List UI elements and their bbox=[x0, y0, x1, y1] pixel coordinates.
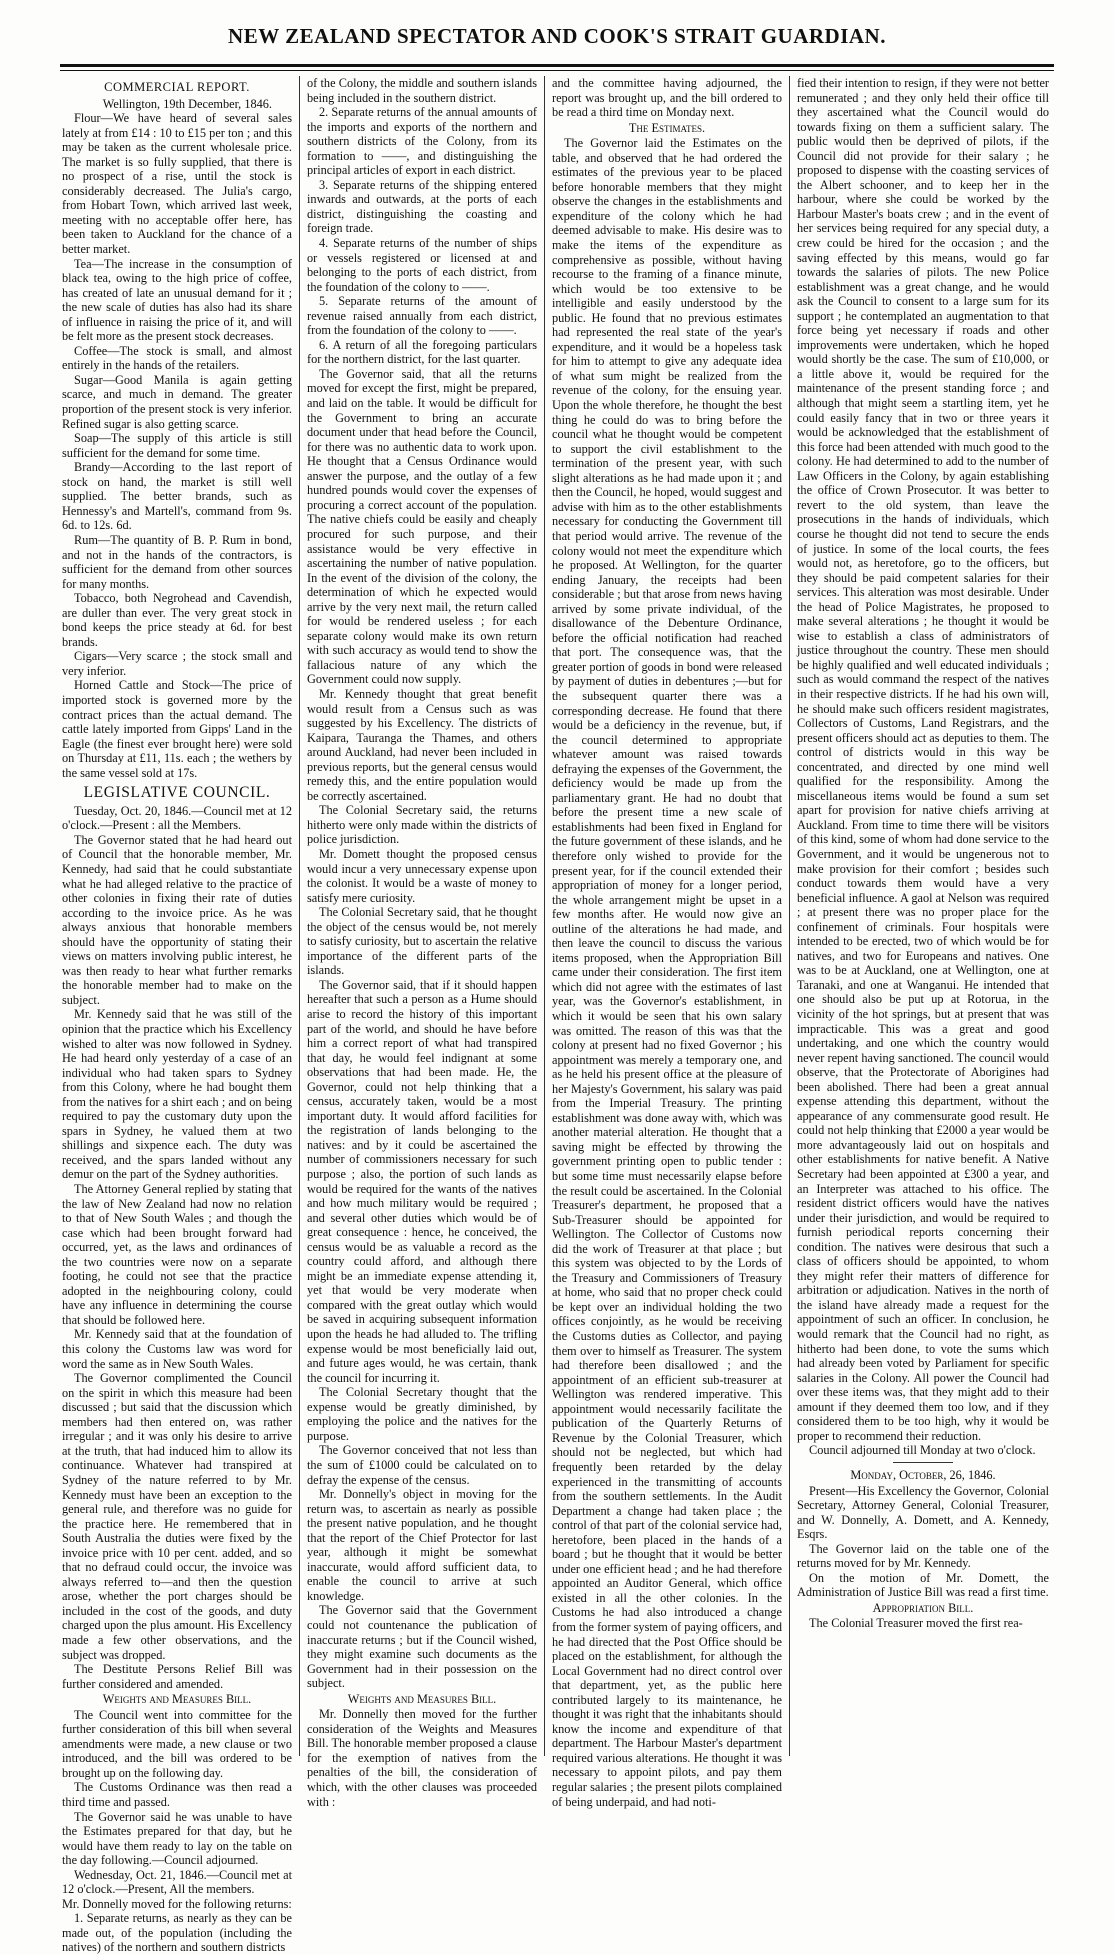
council-paragraph: The Attorney General replied by stating that the law of New Zealand had now no relation to that of New South Wales ; and though the case which had been brought forward had occurred, yet, as the laws and ordinances of the two countries were now on a separate footing, he could not see that the practice adopted in the neighbouring colony, could have any influence in determining the course that should be followed here. bbox=[62, 1182, 292, 1327]
council-paragraph: The Governor laid the Estimates on the table, and observed that he had ordered the estimates of the previous year to be placed before honorable members that they might observe the changes in the establishments and expenditure of the colony which he had deemed advisable to make. His desire was to make the items of the expenditure as comprehensive as possible, without having recourse to the framing of a finance minute, which would be too extensive to be intelligible and easily understood by the public. He found that no previous estimates had represented the real state of the year's expenditure, and it would be a hopeless task for him to attempt to give any adequate idea of what sum might be realized from the revenue of the colony, for the ensuing year. Upon the whole therefore, he thought the best thing he could do was to bring before the council what he thought would be competent to support the civil establishment to the termination of the present year, with such slight alterations as he had made upon it ; and then the Council, he hoped, would suggest and advise with him as to the other establishments necessary for conducting the Government till that period would arrive. The revenue of the colony would not meet the expenditure which he proposed. At Wellington, for the quarter ending January, the receipts had been considerable ; but that arose from news having arrived by some private individual, of the disallowance of the Debenture Ordinance, before the official notification had reached that port. The consequence was, that the greater portion of goods in bond were released by payment of duties in debentures ;—but for the subsequent quarter there was a corresponding decrease. He found that there would be a deficiency in the revenue, but, if the council determined to appropriate whatever amount was raised towards defraying the expenses of the Government, the deficiency would be made up from the parliamentary grant. He had no doubt that before the present time a new scale of establishments had been fixed in England for the future government of these islands, and he therefore only wished to provide for the present year, for if the council extended their appropriation of money for a longer period, the whole arrangement might be upset in a few months after. He would now give an outline of the alterations he had made, and then leave the council to discuss the various items proposed, when the Appropriation Bill came under their consideration. The first item which did not agree with the estimates of last year, was the Governor's establishment, in which it would be seen that his own salary was omitted. The reason of this was that the colony at present had no fixed Governor ; his appointment was merely a temporary one, and as he held his present office at the pleasure of her Majesty's Government, his salary was paid from the Imperial Treasury. The printing establishment was done away with, which was another material alteration. He thought that a saving might be effected by throwing the government printing open to public tender : but some time must necessarily elapse before the result could be ascertained. In the Colonial Treasurer's department, he proposed that a Sub-Treasurer should be appointed for Wellington. The Collector of Customs now did the work of Treasurer at that place ; but this system was objected to by the Lords of the Treasury and Commissioners of Treasury at home, who said that no proper check could be kept over an individual holding the two offices conjointly, as he would be receiving the Customs duties as Collector, and paying them over to himself as Treasurer. The system had therefore been disallowed ; and the appointment of an efficient sub-treasurer at Wellington was rendered imperative. This appointment would necessarily facilitate the publication of the Quarterly Returns of Revenue by the Colonial Treasurer, which should not be neglected, but which had frequently been retarded by the delay experienced in the transmitting of accounts from the southern settlements. In the Audit Department a change had taken place ; the control of that part of the colonial service had, heretofore, been placed in the hands of a board ; but he thought that it would be better under one efficient head ; and he had therefore appointed an Auditor General, which office existed in all the other colonies. In the Customs he had also introduced a change from the former system of paying officers, and he had directed that the Post Office should be placed on the establishment, for although the Local Government had no direct control over that department, yet, as the public here contributed largely to its maintenance, he thought it was right that the inhabitants should know the income and expenditure of that department. The Harbour Master's department required various alterations. He thought it was necessary to appoint pilots, and pay them regular salaries ; the present pilots complained of being underpaid, and had noti- bbox=[552, 136, 782, 1809]
council-paragraph: On the motion of Mr. Domett, the Administration of Justice Bill was read a first time. bbox=[797, 1570, 1049, 1600]
column-2 bbox=[307, 76, 537, 1809]
council-paragraph: The Governor said, that all the returns moved for except the first, might be prepared, and laid on the table. It would be difficult for the Government to bring an accurate document under that head before the Council, for there was no authentic data to work upon. He thought that a Census Ordinance would answer the purpose, and the outlay of a few hundred pounds would cover the expenses of procuring a correct account of the population. The native chiefs could be easily and cheaply procured for such purpose, and their assistance would be very effective in ascertaining the number of native population. In the event of the division of the colony, the determination of which he expected would arrive by the very next mail, the return called for would be rendered useless ; for each separate colony would make its own return with such accuracy as would tend to show the fallacious nature of any which the Government could now supply. bbox=[307, 366, 537, 687]
council-paragraph: The Colonial Secretary thought that the expense would be greatly diminished, by employing the police and the natives for the purpose. bbox=[307, 1385, 537, 1443]
council-paragraph: Tuesday, Oct. 20, 1846.—Council met at 12 o'clock.—Present : all the Members. bbox=[62, 803, 292, 833]
newspaper-title: NEW ZEALAND SPECTATOR AND COOK'S STRAIT GUARDIAN. bbox=[228, 24, 886, 48]
council-paragraph: The Colonial Secretary said, that he thought the object of the census would be, not merely to satisfy curiosity, but to ascertain the relative importance of the different parts of the islands. bbox=[307, 905, 537, 978]
council-paragraph: The Governor stated that he had heard out of Council that the honorable member, Mr. Kennedy, had said that he could substantiate what he had alleged relative to the practice of other colonies in fixing their rate of duties according to the invoice price. As he was always anxious that honorable members should have the opportunity of stating their views on matters involving public interest, he was then ready to hear what further remarks the honorable member had to make on the subject. bbox=[62, 832, 292, 1007]
commercial-paragraph: Soap—The supply of this article is still sufficient for the demand for some time. bbox=[62, 431, 292, 460]
council-paragraph: fied their intention to resign, if they were not better remunerated ; and they only held their office till they ascertained what the Council would do towards fixing on them a sufficient salary. The public would then be deprived of pilots, if the Council did not provide for their salary ; he proposed to dispense with the coasting services of the Albert schooner, and to keep her in the harbour, where she could be worked by the Harbour Master's boats crew ; and in the event of her services being required for any special duty, a crew could be hired for the occasion ; and the saving effected by this means, would go far towards the salaries of pilots. The new Police establishment was a great change, and he would ask the Council to consent to a large sum for its support ; he contemplated an augmentation to that force being yet necessary if roads and other improvements were undertaken, which he hoped would shortly be the case. The sum of £10,000, or a little above it, would be required for the maintenance of the present standing force ; and although that might seem a startling item, yet he could easily fancy that in two or three years it would be acknowledged that the establishment of this force had been attended with much good to the colony. He had determined to add to the number of Law Officers in the Colony, by again establishing the office of Crown Prosecutor. It was better to revert to the old system, than leave the prosecutions in the hands of individuals, which course he thought did not tend to secure the ends of justice. In some of the local courts, the fees would not, as heretofore, go to the officers, but they should be paid competent salaries for their services. This alteration was most desirable. Under the head of Police Magistrates, he proposed to make several alterations ; he thought it would be wise to establish a class of administrators of justice throughout the country. These men should be highly qualified and well educated individuals ; such as would command the respect of the natives in their respective districts. If he had his own will, he should make such officers resident magistrates, Collectors of Customs, Land Registrars, and the present officers should act as deputies to them. The control of districts would in this way be concentrated, and directed by one mind well qualified for the responsibility. Among the miscellaneous items would be found a sum set apart for provision for native chiefs arriving at Auckland. From time to time there will be visitors of this kind, some of whom had done service to the Government, and it would be ungenerous not to make provision for their comfort ; besides such conduct towards them would have a very beneficial influence. A gaol at Nelson was required ; at present there was no proper place for the confinement of criminals. Four hospitals were intended to be erected, two of which would be for natives, and two for Europeans and natives. One was to be at Auckland, one at Wellington, one at Taranaki, and one at Wanganui. He intended that one should also be put up at Rotorua, in the vicinity of the hot springs, but at present that was impracticable. This was a great and good undertaking, and one which the country would never repent having sanctioned. The council would observe, that the Protectorate of Aborigines had been abolished. There had been a great annual expense attending this department, without the appearance of any commensurate good result. He could not help thinking that £2000 a year would be more advantageously laid out on hospitals and other establishments for native benefit. A Native Secretary had been appointed at £300 a year, and an Interpreter was attached to his office. The resident district officers would have the natives under their jurisdiction, and would be required to furnish periodical reports concerning their condition. The natives were desirous that such a class of officers should be appointed, to whom they might refer their matters of difference for arbitration or adjudication. Natives in the north of the island have already made a request for the appointment of such an officer. In conclusion, he would remark that the Council had no right, as hitherto had been done, to vote the sums which had already been voted by Parliament for specific salaries in the Colony. All power the Council had over these items was, that they might add to their amount if they deemed them too low, and if they considered them to be too high, why it would be proper to recommend their reduction. bbox=[797, 76, 1050, 1443]
monday-heading: Monday, October, 26, 1846. bbox=[850, 1467, 996, 1482]
council-paragraph: 6. A return of all the foregoing particulars for the northern district, for the last quarter. bbox=[307, 337, 537, 367]
council-paragraph: Mr. Donnelly moved for the following returns: bbox=[62, 1896, 292, 1911]
commercial-paragraph: Horned Cattle and Stock—The price of imported stock is governed more by the contract prices than the actual demand. The cattle lately imported from Gipps' Land in the Eagle (the finest ever brought here) were sold on Thursday at £11, 11s. each ; the wethers by the same vessel sold at 17s. bbox=[62, 678, 292, 780]
column-3 bbox=[552, 76, 782, 1809]
council-paragraph: The Governor said that the Government could not countenance the publication of inaccurate returns ; but if the Council wished, they might examine such documents as the Government had in their possession on the subject. bbox=[307, 1603, 537, 1691]
council-paragraph: The Customs Ordinance was then read a third time and passed. bbox=[62, 1780, 292, 1809]
council-paragraph: Mr. Donnelly then moved for the further consideration of the Weights and Measures Bill. The honorable member proposed a clause for the exemption of natives from the penalties of the bill, the consideration of which, with the other clauses was proceeded with : bbox=[307, 1707, 537, 1809]
council-paragraph: Mr. Kennedy said that at the foundation of this colony the Customs law was word for word the same as in New South Wales. bbox=[62, 1327, 292, 1371]
council-paragraph: 3. Separate returns of the shipping entered inwards and outwards, at the ports of each district, distinguishing the coasting and foreign trade. bbox=[307, 177, 537, 236]
commercial-report-heading: COMMERCIAL REPORT. bbox=[104, 80, 250, 94]
council-paragraph: The Governor conceived that not less than the sum of £1000 could be calculated on to defray the expense of the census. bbox=[307, 1443, 537, 1487]
council-paragraph: The Governor said he was unable to have the Estimates prepared for that day, but he would have them ready to lay on the table on the day following.—Council adjourned. bbox=[62, 1809, 292, 1868]
council-paragraph: Present—His Excellency the Governor, Colonial Secretary, Attorney General, Colonial Treasurer, and W. Donnelly, A. Domett, and A. Kennedy, Esqrs. bbox=[797, 1483, 1049, 1542]
council-paragraph: The Colonial Secretary said, the returns hitherto were only made within the districts of police jurisdiction. bbox=[307, 803, 537, 847]
council-paragraph: The Governor laid on the table one of the returns moved for by Mr. Kennedy. bbox=[797, 1541, 1049, 1571]
council-paragraph: Mr. Kennedy said that he was still of the opinion that the practice which his Excellency wished to alter was now followed in Sydney. He had heard only yesterday of a case of an individual who had taken spars to Sydney from this Colony, where he had bought them from the natives for a shirt each ; and on being required to pay the customary duty upon the spars in Sydney, he valued them at two shillings and sixpence each. The duty was received, and the spars landed without any demur on the part of the Sydney authorities. bbox=[62, 1007, 292, 1182]
council-paragraph: Mr. Donnelly's object in moving for the return was, to ascertain as nearly as possible the present native population, and he thought that the report of the Chief Protector for last year, although it might be somewhat inaccurate, would afford sufficient data, to enable the council to arrive at such knowledge. bbox=[307, 1487, 537, 1603]
council-paragraph: 5. Separate returns of the amount of revenue raised annually from each district, from the foundation of the colony to ——. bbox=[307, 294, 537, 338]
commercial-paragraph: Tea—The increase in the consumption of black tea, owing to the high price of coffee, has created of late an unusual demand for it ; the new scale of duties has also had its share of influence in raising the price of it, and will be felt more as the present stock decreases. bbox=[62, 256, 292, 344]
column-1 bbox=[62, 76, 292, 1955]
column-divider bbox=[544, 76, 545, 1756]
council-paragraph: 4. Separate returns of the number of ships or vessels registered or licensed at and belonging to the ports of each district, from the foundation of the colony to ——. bbox=[307, 236, 537, 294]
column-divider bbox=[789, 76, 790, 1756]
estimates-heading: The Estimates. bbox=[628, 120, 706, 135]
commercial-paragraph: Coffee—The stock is small, and almost entirely in the hands of the retailers. bbox=[62, 343, 292, 373]
commercial-paragraph: Brandy—According to the last report of stock on hand, the market is still well supplied. The better brands, such as Hennessy's and Martell's, command from 9s. 6d. to 12s. 6d. bbox=[62, 460, 292, 533]
council-paragraph: 2. Separate returns of the annual amounts of the imports and exports of the northern and southern districts of the Colony, from its formation to ——, and distinguishing the principal articles of export in each district. bbox=[307, 105, 537, 178]
council-paragraph: 1. Separate returns, as nearly as they can be made out, of the population (including the natives) of the northern and southern districts bbox=[62, 1911, 292, 1955]
column-divider bbox=[299, 76, 300, 1756]
council-paragraph: The Governor said, that if it should happen hereafter that such a person as a Hume should arise to record the history of this important part of the world, and should he have before him a correct report of what had transpired that day, he would feel indignant at some observations that had been made. He, the Governor, could not help thinking that a census, accurately taken, would be a most important duty. It would afford facilities for the registration of lands belonging to the natives: and by it could be ascertained the number of commissioners necessary for such purpose ; also, the portion of such lands as would be required for the wants of the natives and how much military would be required ; and several other duties which would be of great consequence : hence, he conceived, the census would be as valuable a record as the country could afford, and although there might be an immediate expense attending it, yet that would be very moderate when compared with the great outlay which would be saved in acquiring subsequent information upon the heads he had alluded to. The trifling expense would be most beneficially laid out, and future ages would, he was certain, thank the council for incurring it. bbox=[307, 977, 537, 1385]
masthead-rule-thin bbox=[60, 70, 1054, 71]
section-rule bbox=[893, 1462, 953, 1463]
council-paragraph: The Destitute Persons Relief Bill was further considered and amended. bbox=[62, 1662, 292, 1691]
council-paragraph: Wednesday, Oct. 21, 1846.—Council met at 12 o'clock.—Present, All the members. bbox=[62, 1867, 292, 1897]
commercial-paragraph: Cigars—Very scarce ; the stock small and very inferior. bbox=[62, 649, 292, 678]
council-paragraph: The Colonial Treasurer moved the first rea- bbox=[809, 1616, 1023, 1631]
commercial-paragraph: Rum—The quantity of B. P. Rum in bond, and not in the hands of the contractors, is sufficient for the demand from other sources for many months. bbox=[62, 532, 292, 591]
council-paragraph: The Governor complimented the Council on the spirit in which this measure had been discussed ; but said that the discussion which members had then entered on, was rather irregular ; and it was only his desire to arrive at the truth, that had induced him to allow its continuance. Whatever had transpired at Sydney of the nature referred to by Mr. Kennedy must have been an exception to the general rule, and therefore was no guide for the practice here. He remembered that in South Australia the duties were fixed by the invoice price with 10 per cent. added, and so that no defraud could occur, the invoice was always referred to—and then the question arose, whether the port charges should be included in the cost of the goods, and duty charged upon the plus amount. His Excellency made a few other observations, and the subject was dropped. bbox=[62, 1371, 292, 1662]
column-4 bbox=[797, 76, 1049, 1756]
legislative-council-heading: LEGISLATIVE COUNCIL. bbox=[83, 784, 271, 802]
council-paragraph: and the committee having adjourned, the report was brought up, and the bill ordered to be read a third time on Monday next. bbox=[552, 76, 782, 120]
commercial-paragraph: Tobacco, both Negrohead and Cavendish, are duller than ever. The very great stock in bond keeps the price steady at 6d. for best brands. bbox=[62, 591, 292, 649]
weights-measures-heading: Weights and Measures Bill. bbox=[102, 1692, 252, 1707]
council-paragraph: of the Colony, the middle and southern islands being included in the southern district. bbox=[307, 76, 537, 105]
weights-measures-heading: Weights and Measures Bill. bbox=[347, 1691, 497, 1706]
commercial-dateline: Wellington, 19th December, 1846. bbox=[102, 96, 272, 111]
council-paragraph: The Council went into committee for the further consideration of this bill when several amendments were made, a new clause or two introduced, and the bill was ordered to be brought up on the following day. bbox=[62, 1707, 292, 1780]
council-paragraph: Mr. Domett thought the proposed census would incur a very unnecessary expense upon the colonist. It would be a waste of money to satisfy mere curiosity. bbox=[307, 846, 537, 905]
masthead-rule-thick bbox=[60, 64, 1054, 67]
appropriation-bill-heading: Appropriation Bill. bbox=[872, 1600, 974, 1615]
commercial-paragraph: Flour—We have heard of several sales lately at from £14 : 10 to £15 per ton ; and this may be taken as the current wholesale price. The market is so fully supplied, that there is no prospect of a rise, until the stock is considerably decreased. The Julia's cargo, from Hobart Town, which arrived last week, meeting with no acceptable offer here, has been taken to Auckland for the chance of a better market. bbox=[62, 111, 292, 257]
commercial-paragraph: Sugar—Good Manila is again getting scarce, and much in demand. The greater proportion of the present stock is very inferior. Refined sugar is also getting scarce. bbox=[62, 372, 292, 431]
council-paragraph: Mr. Kennedy thought that great benefit would result from a Census such as was suggested by his Excellency. The districts of Kaipara, Tauranga the Thames, and others around Auckland, had never been included in previous reports, but the general census would remedy this, and the entire population would be correctly ascertained. bbox=[307, 686, 537, 803]
council-paragraph: Council adjourned till Monday at two o'clock. bbox=[809, 1443, 1036, 1458]
